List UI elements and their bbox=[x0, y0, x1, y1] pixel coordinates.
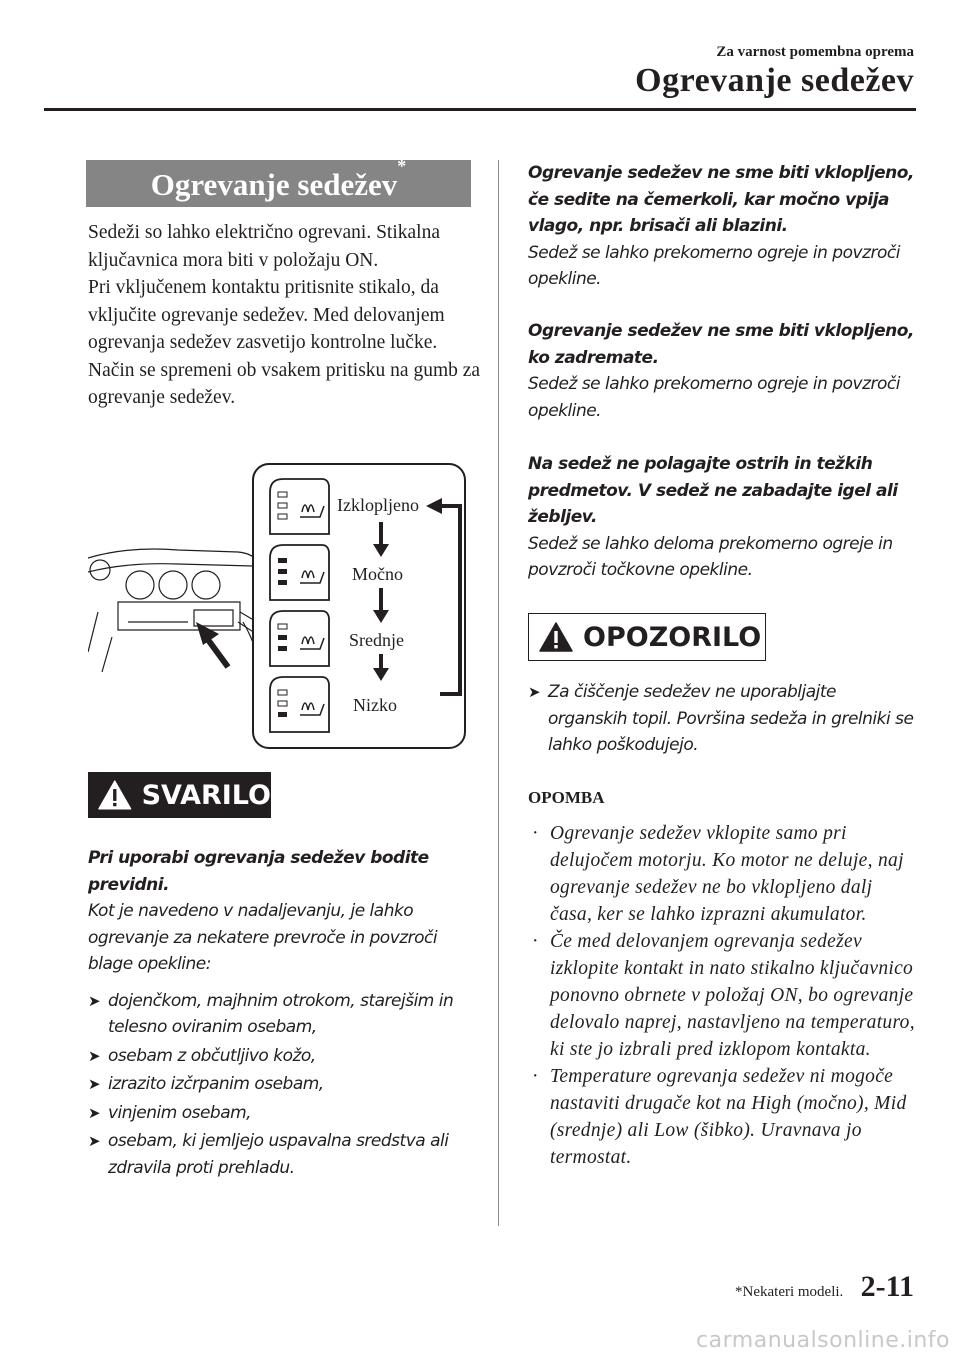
caution-section bbox=[528, 679, 918, 761]
section-title: Ogrevanje sedežev bbox=[150, 167, 398, 202]
caution-bullet: ➤ Za čiščenje sedežev ne uporabljajte organskih topil. Površina sedeža in grelniki se lahko poškodujejo. bbox=[528, 679, 918, 759]
right-warning-text: Sedež se lahko deloma prekomerno ogreje in povzroči točkovne opekline. bbox=[528, 533, 893, 580]
warning-bullet: ➤ dojenčkom, majhnim otrokom, starejšim in telesno oviranim osebam, bbox=[88, 988, 483, 1041]
caution-badge-label: OPOZORILO bbox=[583, 621, 762, 653]
warning-bullet-list bbox=[88, 988, 483, 1182]
label-high: Močno bbox=[352, 564, 403, 584]
column-divider bbox=[498, 160, 499, 1226]
warning-section bbox=[88, 845, 483, 1183]
switch-high bbox=[270, 545, 329, 600]
footer-note: *Nekateri modeli. bbox=[735, 1284, 844, 1300]
switch-off bbox=[270, 479, 329, 534]
switch-medium bbox=[270, 611, 329, 666]
section-title-bar bbox=[86, 156, 471, 207]
right-warning-3 bbox=[528, 451, 918, 584]
warning-badge-label: SVARILO bbox=[141, 779, 271, 811]
intro-paragraph-2: Pri vključenem kontaktu pritisnite stikalo, da vključite ogrevanje sedežev. Med delovanjem ogrevanja sedežev zasvetijo kontrolne lučke. Način se spremeni ob vsakem pritisku na gumb za ogrevanje sedežev. bbox=[88, 277, 481, 408]
note-list bbox=[530, 820, 915, 1171]
right-warning-heading: Ogrevanje sedežev ne sme biti vklopljeno, ko zadremate. bbox=[528, 321, 914, 368]
bullet-arrow-icon: ➤ bbox=[88, 1075, 101, 1093]
section-title-mark: * bbox=[397, 156, 407, 176]
note-item: · Če med delovanjem ogrevanja sedežev izklopite kontakt in nato stikalno ključavnico ponovno obrnete v položaj ON, bo ogrevanje delovalo naprej, nastavljeno na temperaturo, ki ste jo izbrali pred izklopom kontakta. bbox=[530, 928, 915, 1063]
label-off: Izklopljeno bbox=[337, 495, 419, 515]
seat-heater-illustration bbox=[88, 462, 468, 752]
note-item: · Ogrevanje sedežev vklopite samo pri delujočem motorju. Ko motor ne deluje, naj ogrevanje sedežev ne bo vklopljeno dalj časa, ker se lahko izprazni akumulator. bbox=[530, 820, 915, 928]
bullet-arrow-icon: ➤ bbox=[88, 1046, 101, 1065]
warning-bullet: ➤ izrazito izčrpanim osebam, bbox=[88, 1071, 483, 1098]
right-warning-text: Sedež se lahko prekomerno ogreje in povzroči opekline. bbox=[528, 374, 900, 421]
header-title: Ogrevanje sedežev bbox=[635, 62, 914, 99]
watermark: carmanualsonline.info bbox=[696, 1328, 950, 1353]
warning-bullet: ➤ osebam, ki jemljejo uspavalna sredstva ali zdravila proti prehladu. bbox=[88, 1128, 483, 1181]
right-warning-text: Sedež se lahko prekomerno ogreje in povzroči opekline. bbox=[528, 242, 900, 289]
warning-bullet: ➤ osebam z občutljivo kožo, bbox=[88, 1043, 483, 1070]
bullet-arrow-icon: ➤ bbox=[88, 991, 101, 1010]
intro-text bbox=[88, 219, 483, 412]
note-heading: OPOMBA bbox=[528, 788, 605, 807]
caution-triangle-icon bbox=[539, 622, 573, 652]
seat-heater-figure bbox=[88, 462, 468, 752]
note-item: · Temperature ogrevanja sedežev ni mogoče nastaviti drugače kot na High (močno), Mid (srednje) ali Low (šibko). Uravnava jo termostat. bbox=[530, 1063, 915, 1171]
intro-paragraph-1: Sedeži so lahko električno ogrevani. Stikalna ključavnica mora biti v položaju ON. bbox=[88, 222, 440, 271]
label-low: Nizko bbox=[353, 695, 397, 715]
warning-bullet: ➤ vinjenim osebam, bbox=[88, 1100, 483, 1127]
bullet-arrow-icon: ➤ bbox=[88, 1103, 101, 1122]
bullet-dot-icon: · bbox=[532, 823, 539, 844]
caution-bullet-list bbox=[528, 679, 918, 759]
warning-badge bbox=[88, 772, 271, 818]
switch-low bbox=[270, 677, 329, 732]
header-rule bbox=[44, 108, 916, 111]
bullet-arrow-icon: ➤ bbox=[88, 1132, 101, 1150]
warning-heading: Pri uporabi ogrevanja sedežev bodite previdni. bbox=[88, 848, 429, 895]
bullet-dot-icon: · bbox=[532, 1066, 539, 1087]
label-medium: Srednje bbox=[349, 630, 404, 650]
warning-triangle-icon bbox=[98, 780, 132, 810]
pointer-arrow bbox=[196, 622, 228, 667]
right-warning-heading: Na sedež ne polagajte ostrih in težkih predmetov. V sedež ne zabadajte igel ali žebljev. bbox=[528, 454, 898, 527]
right-warning-heading: Ogrevanje sedežev ne sme biti vklopljeno, če sedite na čemerkoli, kar močno vpija vlago, npr. brisači ali blazini. bbox=[528, 163, 914, 236]
header-subtitle: Za varnost pomembna oprema bbox=[716, 44, 914, 60]
bullet-dot-icon: · bbox=[532, 931, 539, 952]
bullet-arrow-icon: ➤ bbox=[528, 683, 541, 701]
right-warning-1 bbox=[528, 160, 918, 293]
caution-badge bbox=[528, 613, 766, 661]
warning-text: Kot je navedeno v nadaljevanju, je lahko ogrevanje za nekatere prevroče in povzroči blage opekline: bbox=[88, 901, 438, 974]
right-warning-2 bbox=[528, 318, 918, 424]
page-number: 2-11 bbox=[860, 1270, 914, 1303]
